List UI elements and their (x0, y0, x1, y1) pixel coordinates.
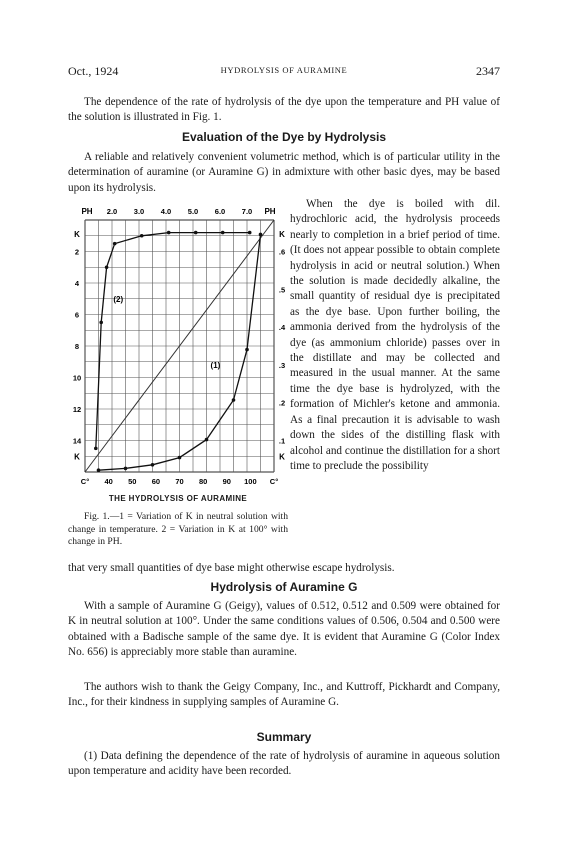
top-axis-label: PH (81, 207, 93, 216)
curve-1-point (205, 438, 209, 442)
curve-1-point (178, 456, 182, 460)
right-tick-label: .1 (278, 436, 286, 446)
section-heading-auramine-g: Hydrolysis of Auramine G (210, 580, 358, 594)
left-tick-label: 6 (74, 310, 80, 320)
bottom-tick-label: 80 (198, 477, 208, 486)
hydrolysis-chart (68, 200, 288, 490)
running-title: HYDROLYSIS OF AURAMINE (220, 65, 348, 75)
bottom-tick-label: C° (80, 477, 90, 486)
evaluation-side-paragraph: When the dye is boiled with dil. hydrochloric acid, the hydrolysis proceeds nearly to completion in a brief period of time. (It does not appear possible to obtain complete hydrolysis in acid or neutral solution.) When the solution is made decidedly alkaline, the small quantity of residual dye is precipitated as the dye base. Upon further boiling, the ammonia derived from the hydrolysis of the dye (as ammonium chloride) passes over in the distillate and may be collected and measured in the usual manner. At the same time the dye base is hydrolyzed, with the formation of Michler's ketone and ammonia. As a final precaution it is advisable to wash down the sides of the distilling flask with alcohol and continue the distillation for a short time to preclude the possibility (290, 198, 500, 472)
curve-1-point (97, 468, 101, 472)
right-axis-bottom-label: K (279, 452, 285, 462)
bottom-tick-label: 90 (222, 477, 231, 486)
right-tick-label: .3 (278, 360, 286, 370)
bottom-tick-label: 50 (128, 477, 137, 486)
left-tick-label: 10 (72, 373, 82, 383)
figure-1 (68, 200, 288, 560)
bottom-tick-label: C° (269, 477, 279, 486)
top-tick-label: 6.0 (214, 207, 226, 216)
curve-2-point (94, 447, 98, 451)
curve-2-point (248, 231, 252, 235)
top-tick-label: 3.0 (133, 207, 145, 216)
curve-1-point (124, 467, 128, 471)
auramine-g-paragraph: With a sample of Auramine G (Geigy), values of 0.512, 0.512 and 0.509 were obtained for K in neutral solution at 100°. Under the same conditions values of 0.506, 0.504 and 0.500 were obtained with a Badische sample of the same dye. It is evident that Auramine G (Color Index No. 656) is appreciably more stable than auramine. (68, 600, 500, 659)
bottom-tick-label: 70 (175, 477, 184, 486)
summary-paragraph: (1) Data defining the dependence of the rate of hydrolysis of auramine in aqueous solution upon temperature and acidity have been recorded. (68, 750, 500, 778)
curve-1-point (245, 348, 249, 352)
section-heading-summary: Summary (256, 730, 312, 744)
curve-2-point (167, 231, 171, 235)
left-tick-label: 4 (74, 279, 80, 288)
bottom-tick-label: 60 (151, 477, 161, 486)
figure-caption: Fig. 1.—1 = Variation of K in neutral solution with change in temperature. 2 = Variation in K at 100° with change in PH. (68, 511, 288, 548)
acknowledgement-paragraph: The authors wish to thank the Geigy Company, Inc., and Kuttroff, Pickhardt and Company, Inc., for their kindness in supplying samples of Auramine G. (68, 681, 500, 709)
right-tick-label: .6 (278, 247, 286, 257)
right-tick-label: .4 (278, 323, 286, 333)
curve-2-line (96, 233, 250, 449)
curve-2-point (105, 265, 109, 269)
intro-paragraph: The dependence of the rate of hydrolysis of the dye upon the temperature and PH value of the solution is illustrated in Fig. 1. (68, 96, 500, 124)
right-tick-label: .2 (278, 398, 286, 408)
left-axis-label: K (74, 230, 80, 239)
bottom-tick-label: 100 (244, 477, 257, 486)
left-tick-label: 14 (72, 436, 82, 446)
curve-2-point (113, 242, 117, 246)
figure-title: THE HYDROLYSIS OF AURAMINE (108, 494, 248, 503)
curve-2-point (194, 231, 198, 235)
page-number: 2347 (476, 64, 500, 78)
bottom-tick-label: 40 (104, 477, 113, 486)
curve-2-point (221, 231, 225, 235)
curve-1-point (259, 233, 263, 237)
curve-2-label: (2) (113, 294, 124, 304)
curve-1-point (232, 398, 236, 402)
evaluation-paragraph: A reliable and relatively convenient volumetric method, which is of particular utility in the determination of auramine (or Auramine G) in admixture with other basic dyes, may be based upon its hydrolysis. (68, 151, 500, 194)
page-header (68, 64, 500, 80)
left-axis-bottom-label: K (74, 452, 80, 462)
left-tick-label: 12 (72, 405, 82, 414)
right-axis-label: K (279, 230, 285, 239)
evaluation-continuation: that very small quantities of dye base might otherwise escape hydrolysis. (68, 562, 395, 574)
header-date: Oct., 1924 (68, 64, 119, 78)
left-tick-label: 2 (74, 247, 80, 257)
top-tick-label: 5.0 (187, 207, 199, 216)
curve-2-point (99, 321, 103, 325)
top-tick-label: 2.0 (106, 207, 118, 216)
top-tick-label: 4.0 (160, 207, 172, 216)
right-tick-label: .5 (278, 285, 286, 295)
top-axis-end-label: PH (264, 207, 276, 216)
curve-1-label: (1) (210, 361, 221, 371)
curve-1-point (151, 463, 155, 467)
top-tick-label: 7.0 (241, 207, 253, 216)
left-tick-label: 8 (74, 342, 80, 351)
section-heading-evaluation: Evaluation of the Dye by Hydrolysis (181, 130, 387, 144)
curve-2-point (140, 234, 144, 238)
